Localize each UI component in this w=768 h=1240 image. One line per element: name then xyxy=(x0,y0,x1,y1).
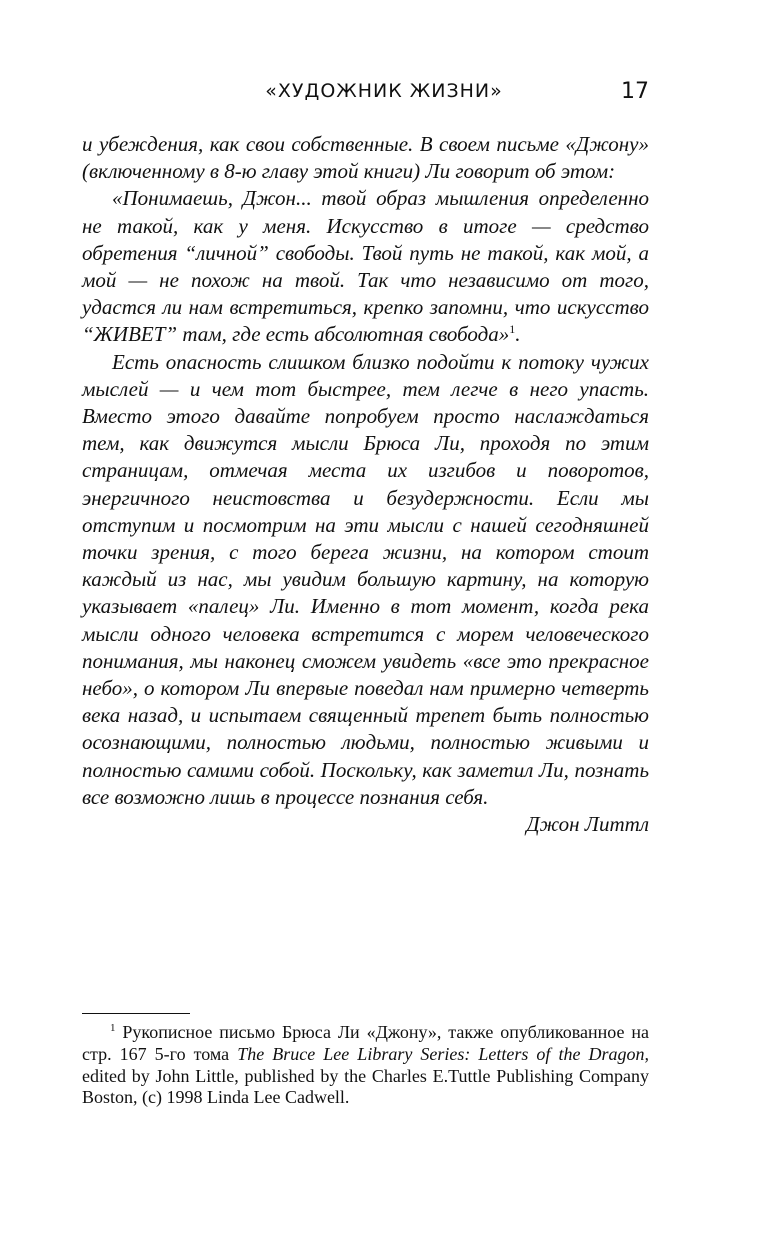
footnote xyxy=(82,1022,649,1109)
author-signature: Джон Литтл xyxy=(526,812,649,837)
footnote-text-after: edited by John Little, published by the Charles E.Tuttle Publishing Company Boston, (c) 1998 Linda Lee Cadwell. xyxy=(82,1065,649,1108)
quote-paragraph xyxy=(82,185,649,348)
footnote-number: 1 xyxy=(110,1022,116,1034)
page-number: 17 xyxy=(621,79,649,104)
main-text xyxy=(82,131,649,838)
quote-text: «Понимаешь, Джон... твой образ мышления определенно не такой, как у меня. Искусство в итоге — средство обретения “личной” свободы. Твой путь не такой, как мой, а мой — не похож на твой. Так что независимо от того, удастся ли нам встретиться, крепко запомни, что искусство “ЖИВЕТ” там, где есть абсолютная свобода» xyxy=(82,186,649,347)
paragraph-continuation: и убеждения, как свои собственные. В своем письме «Джону» (включенному в 8-ю главу этой книги) Ли говорит об этом: xyxy=(82,132,649,184)
footnote-text-before: Рукописное письмо Брюса Ли «Джону», также опубликованное на стр. 167 5-го тома xyxy=(82,1022,649,1064)
running-header-title: «ХУДОЖНИК ЖИЗНИ» xyxy=(265,80,503,102)
footnote-divider xyxy=(82,1013,190,1014)
footnote-series-title: The Bruce Lee Library Series: Letters of the Dragon, xyxy=(237,1043,649,1064)
quote-end-punctuation: . xyxy=(515,322,521,347)
footnote-reference: 1 xyxy=(509,322,516,337)
paragraph-main: Есть опасность слишком близко подойти к потоку чужих мыслей — и чем тот быстрее, тем легче в него упасть. Вместо этого давайте попробуем просто наслаждаться тем, как движутся мысли Брюса Ли, проходя по этим страницам, отмечая места их изгибов и поворотов, энергичного неистовства и безудержности. Если мы отступим и посмотрим на эти мысли с нашей сегодняшней точки зрения, с того берега жизни, на котором стоит каждый из нас, мы увидим большую картину, на которую указывает «палец» Ли. Именно в тот момент, когда река мысли одного человека встретится с морем человеческого понимания, мы наконец сможем увидеть «все это прекрасное небо», о котором Ли впервые поведал нам примерно четверть века назад, и испытаем священный трепет быть полностью осознающими, полностью людьми, полностью живыми и полностью самими собой. Поскольку, как заметил Ли, познать все возможно лишь в процессе познания себя. xyxy=(82,349,649,809)
